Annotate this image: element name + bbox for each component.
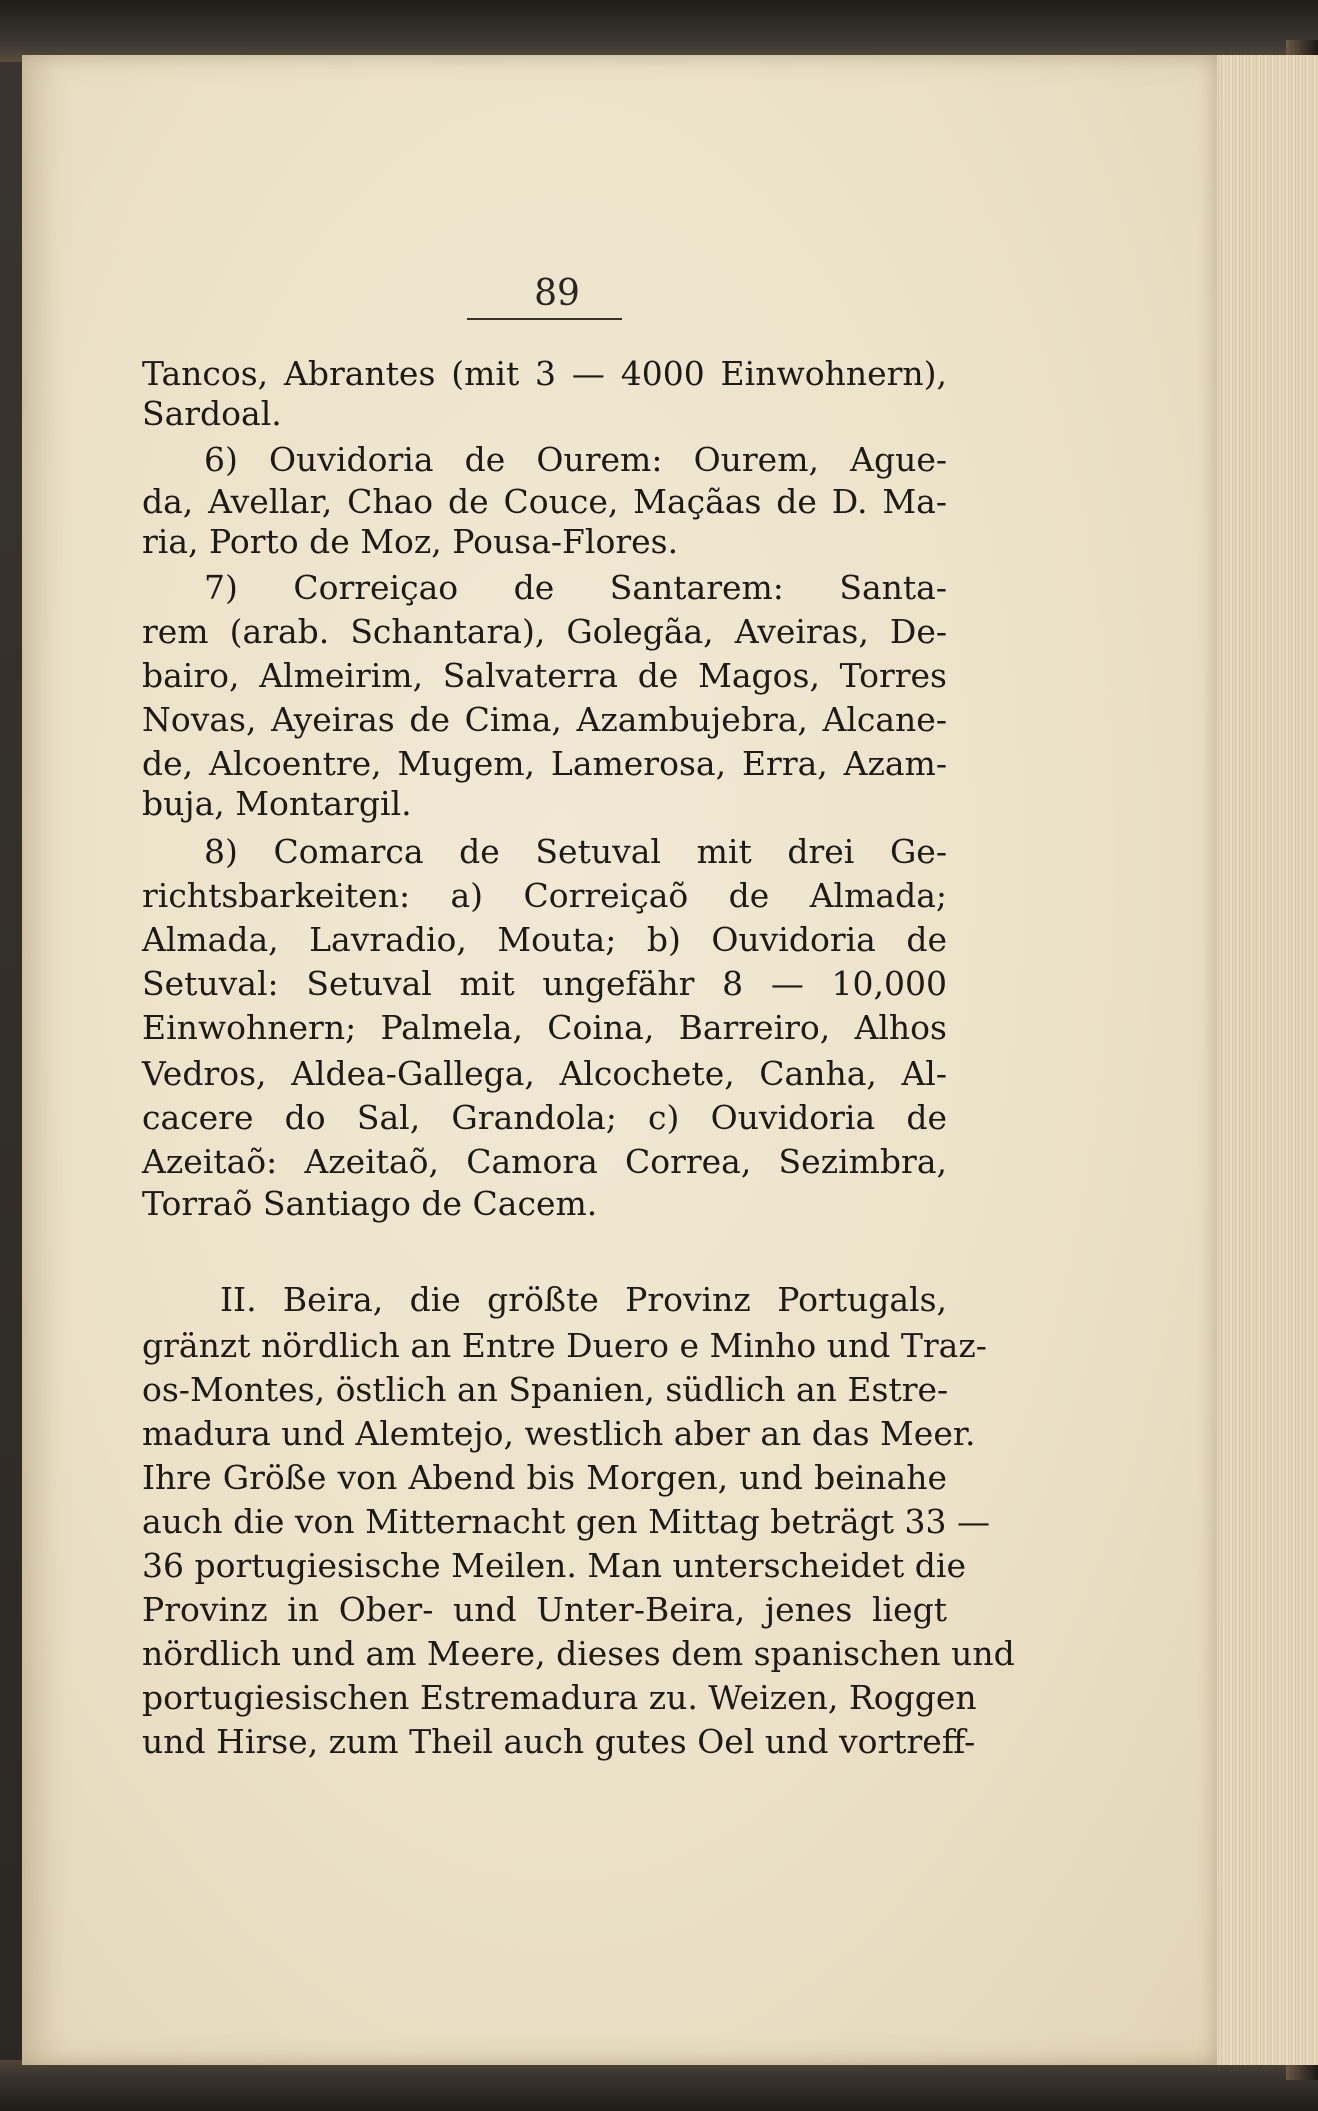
text-line: Azeitaõ: Azeitaõ, Camora Correa, Sezimbra, bbox=[142, 1142, 947, 1181]
page-stack-edges bbox=[1210, 55, 1318, 2065]
text-line: 7) Correiçao de Santarem: Santa- bbox=[204, 568, 947, 607]
text-line: portugiesischen Estremadura zu. Weizen, Roggen bbox=[142, 1678, 977, 1717]
text-line: II. Beira, die größte Provinz Portugals, bbox=[220, 1280, 947, 1319]
text-line: richtsbarkeiten: a) Correiçaõ de Almada; bbox=[142, 876, 947, 915]
text-line: madura und Alemtejo, westlich aber an das Meer. bbox=[142, 1414, 976, 1453]
text-line: bairo, Almeirim, Salvaterra de Magos, Torres bbox=[142, 656, 947, 695]
header-rule bbox=[467, 318, 622, 320]
text-line: 36 portugiesische Meilen. Man unterscheidet die bbox=[142, 1546, 966, 1585]
text-line: Vedros, Aldea-Gallega, Alcochete, Canha, Al- bbox=[142, 1054, 947, 1093]
text-line: Einwohnern; Palmela, Coina, Barreiro, Alhos bbox=[142, 1008, 947, 1047]
text-line: auch die von Mitternacht gen Mittag beträgt 33 — bbox=[142, 1502, 990, 1541]
text-line: de, Alcoentre, Mugem, Lamerosa, Erra, Azam- bbox=[142, 744, 947, 783]
text-line: gränzt nördlich an Entre Duero e Minho und Traz- bbox=[142, 1326, 987, 1365]
book-page bbox=[22, 55, 1217, 2065]
book-cover-top-edge bbox=[0, 0, 1318, 62]
text-line: nördlich und am Meere, dieses dem spanischen und bbox=[142, 1634, 1015, 1673]
text-line: buja, Montargil. bbox=[142, 784, 412, 823]
text-line: Tancos, Abrantes (mit 3 — 4000 Einwohnern), bbox=[142, 354, 947, 393]
page-number: 89 bbox=[534, 273, 580, 314]
text-line: Novas, Ayeiras de Cima, Azambujebra, Alcane- bbox=[142, 700, 947, 739]
text-line: os-Montes, östlich an Spanien, südlich an Estre- bbox=[142, 1370, 949, 1409]
text-line: 8) Comarca de Setuval mit drei Ge- bbox=[204, 832, 947, 871]
text-line: Provinz in Ober- und Unter-Beira, jenes liegt bbox=[142, 1590, 947, 1629]
text-line: Almada, Lavradio, Mouta; b) Ouvidoria de bbox=[142, 920, 947, 959]
text-line: Ihre Größe von Abend bis Morgen, und beinahe bbox=[142, 1458, 947, 1497]
text-line: 6) Ouvidoria de Ourem: Ourem, Ague- bbox=[204, 440, 947, 479]
text-line: cacere do Sal, Grandola; c) Ouvidoria de bbox=[142, 1098, 947, 1137]
text-line: Setuval: Setuval mit ungefähr 8 — 10,000 bbox=[142, 964, 947, 1003]
text-line: Sardoal. bbox=[142, 394, 282, 433]
text-line: ria, Porto de Moz, Pousa-Flores. bbox=[142, 522, 679, 561]
text-line: Torraõ Santiago de Cacem. bbox=[142, 1184, 598, 1223]
text-line: und Hirse, zum Theil auch gutes Oel und vortreff- bbox=[142, 1722, 976, 1761]
book-cover-bottom-edge bbox=[0, 2060, 1318, 2111]
text-line: rem (arab. Schantara), Golegãa, Aveiras, De- bbox=[142, 612, 947, 651]
text-line: da, Avellar, Chao de Couce, Maçãas de D. Ma- bbox=[142, 482, 947, 521]
